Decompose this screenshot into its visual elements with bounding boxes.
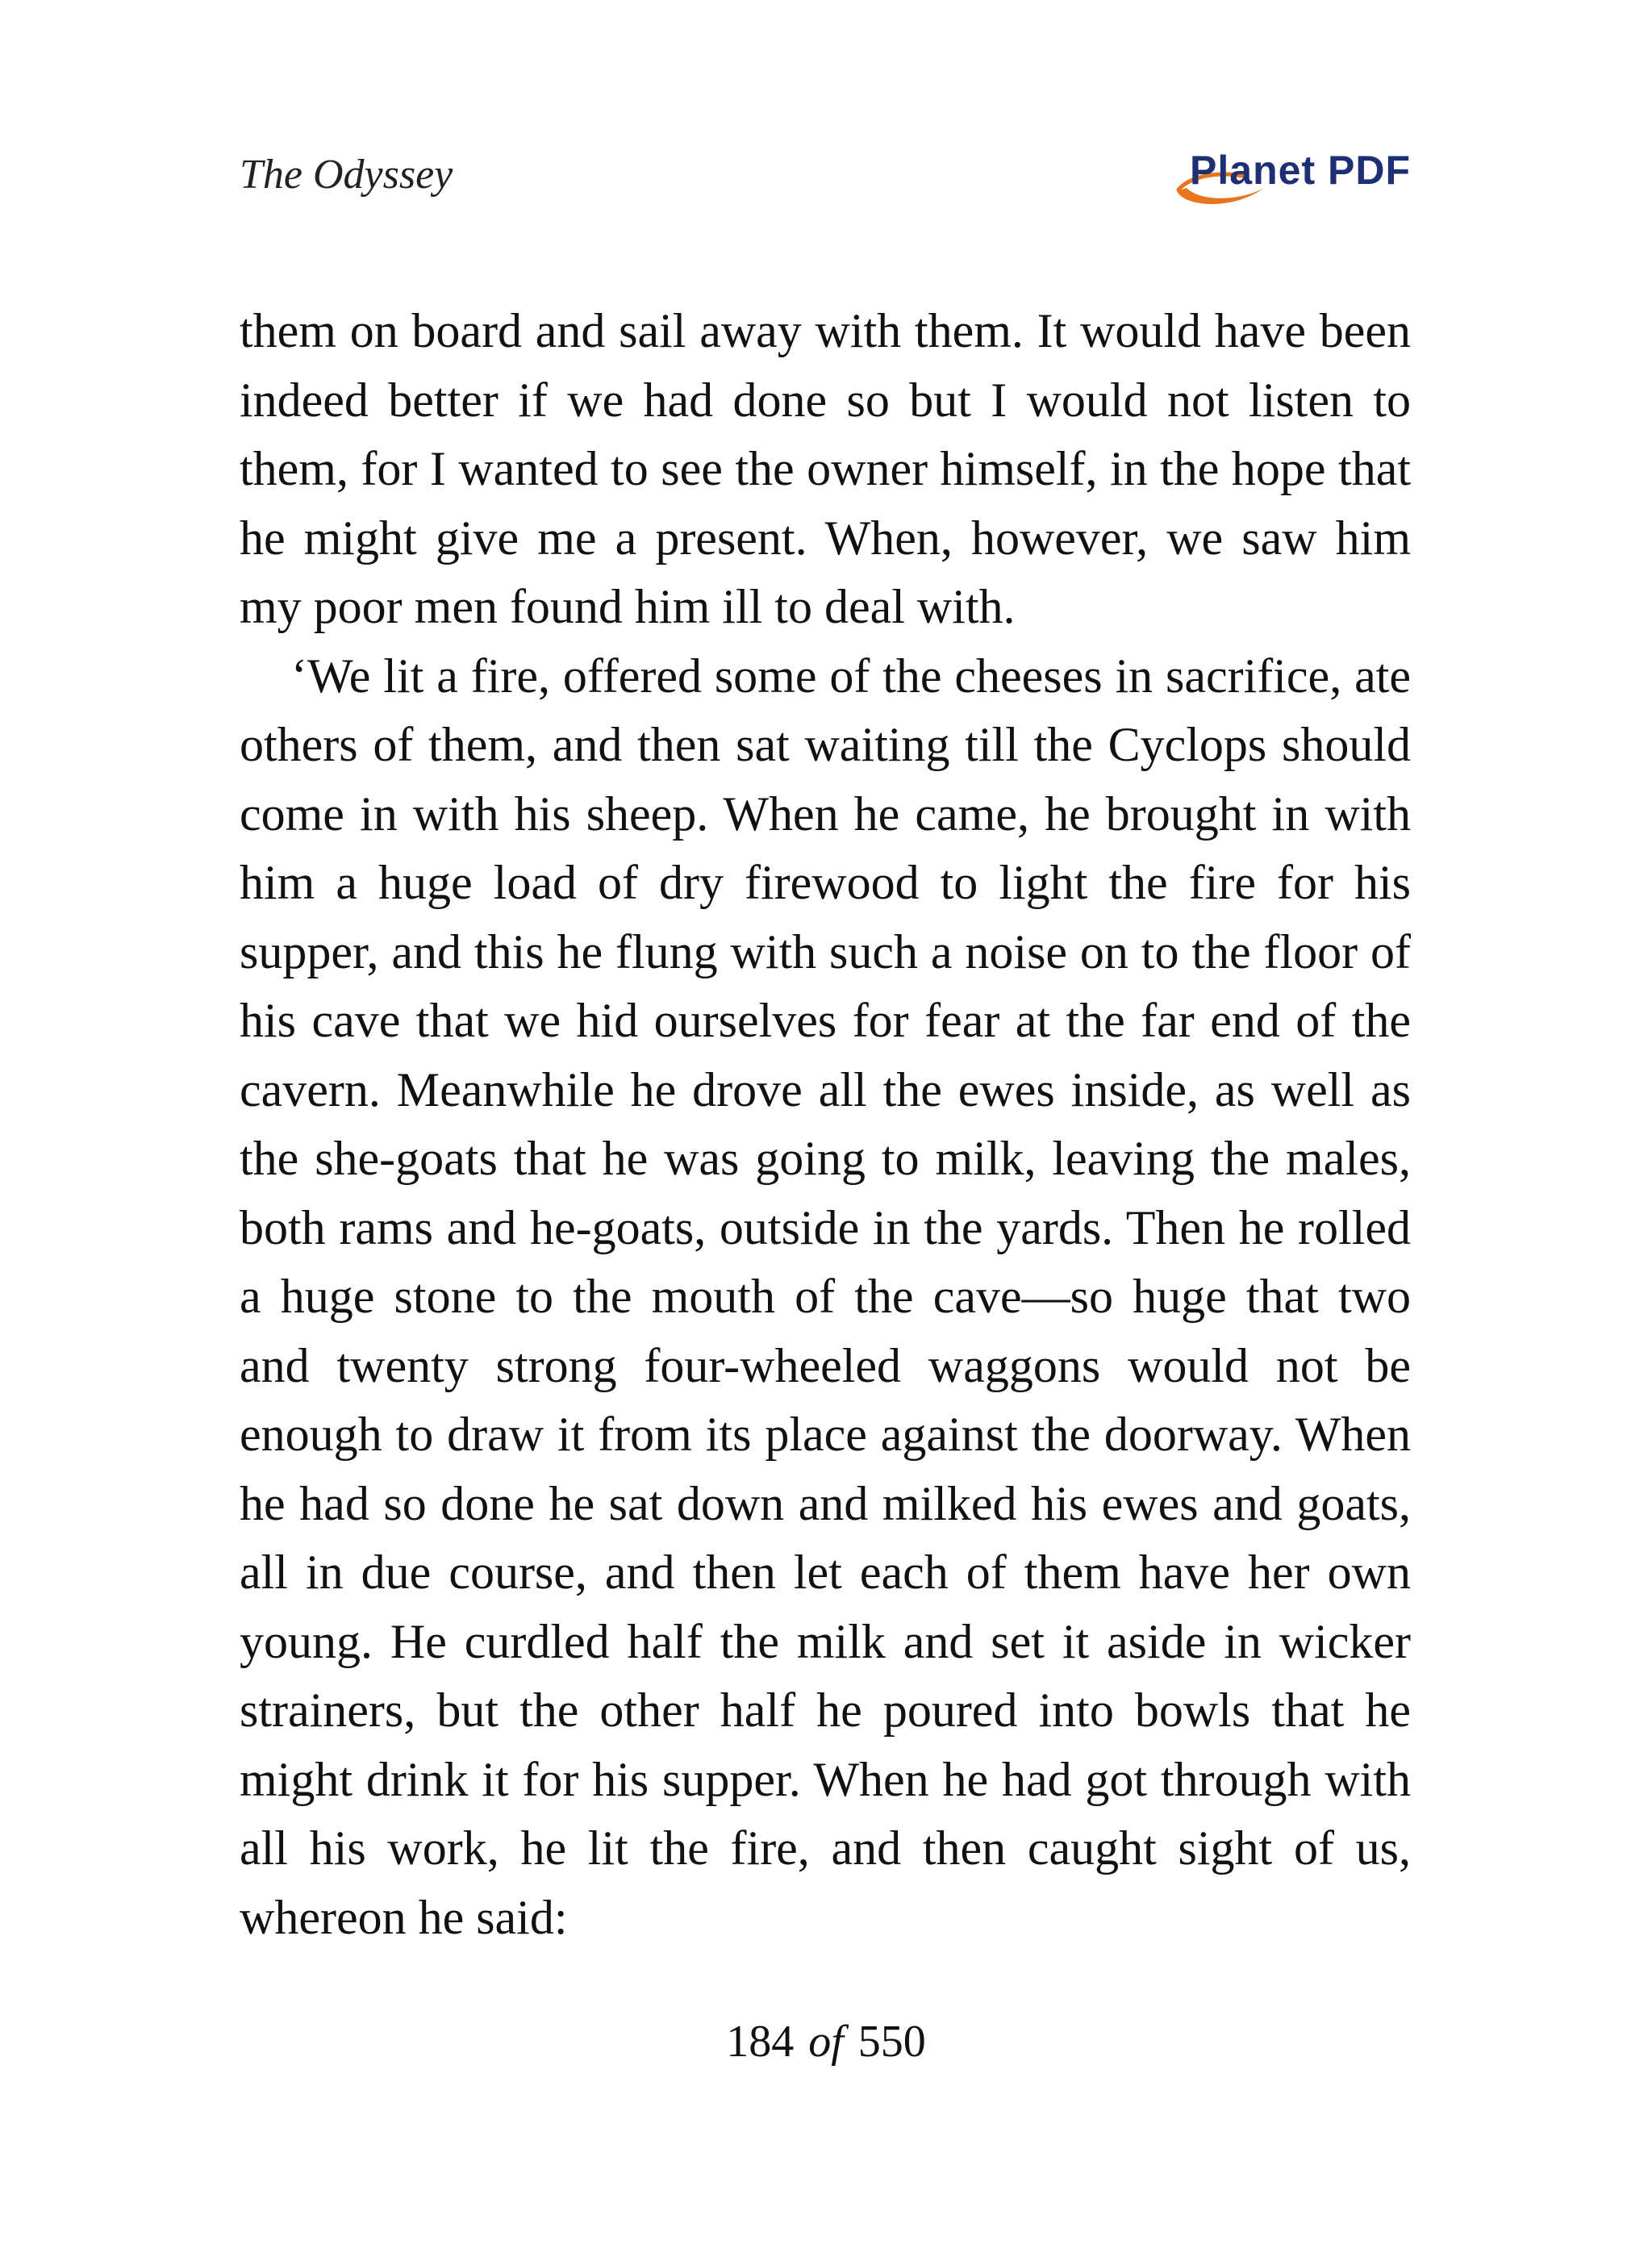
book-title: The Odyssey <box>240 152 453 198</box>
total-pages-number: 550 <box>857 2017 926 2067</box>
page-of-label: of <box>808 2017 844 2067</box>
page-body <box>240 297 1411 1952</box>
logo-text: Planet PDF <box>1190 148 1411 193</box>
page-header <box>240 141 1411 214</box>
planet-pdf-logo <box>1169 141 1411 214</box>
paragraph: them on board and sail away with them. It would have been indeed better if we had done so but I would not listen to them, for I wanted to see the owner himself, in the hope that he might give me a present. When, however, we saw him my poor men found him ill to deal with. <box>240 304 1411 633</box>
page-number <box>0 2013 1652 2070</box>
current-page-number: 184 <box>726 2017 795 2067</box>
paragraph: ‘We lit a fire, offered some of the cheeses in sacrifice, ate others of them, and then sat waiting till the Cyclops should come in with his sheep. When he came, he brought in with him a huge load of dry firewood to light the fire for his supper, and this he flung with such a noise on to the floor of his cave that we hid ourselves for fear at the far end of the cavern. Meanwhile he drove all the ewes inside, as well as the she-goats that he was going to milk, leaving the males, both rams and he-goats, outside in the yards. Then he rolled a huge stone to the mouth of the cave—so huge that two and twenty strong four-wheeled waggons would not be enough to draw it from its place against the doorway. When he had so done he sat down and milked his ewes and goats, all in due course, and then let each of them have her own young. He curdled half the milk and set it aside in wicker strainers, but the other half he poured into bowls that he might drink it for his supper. When he had got through with all his work, he lit the fire, and then caught sight of us, whereon he said: <box>240 649 1411 1944</box>
